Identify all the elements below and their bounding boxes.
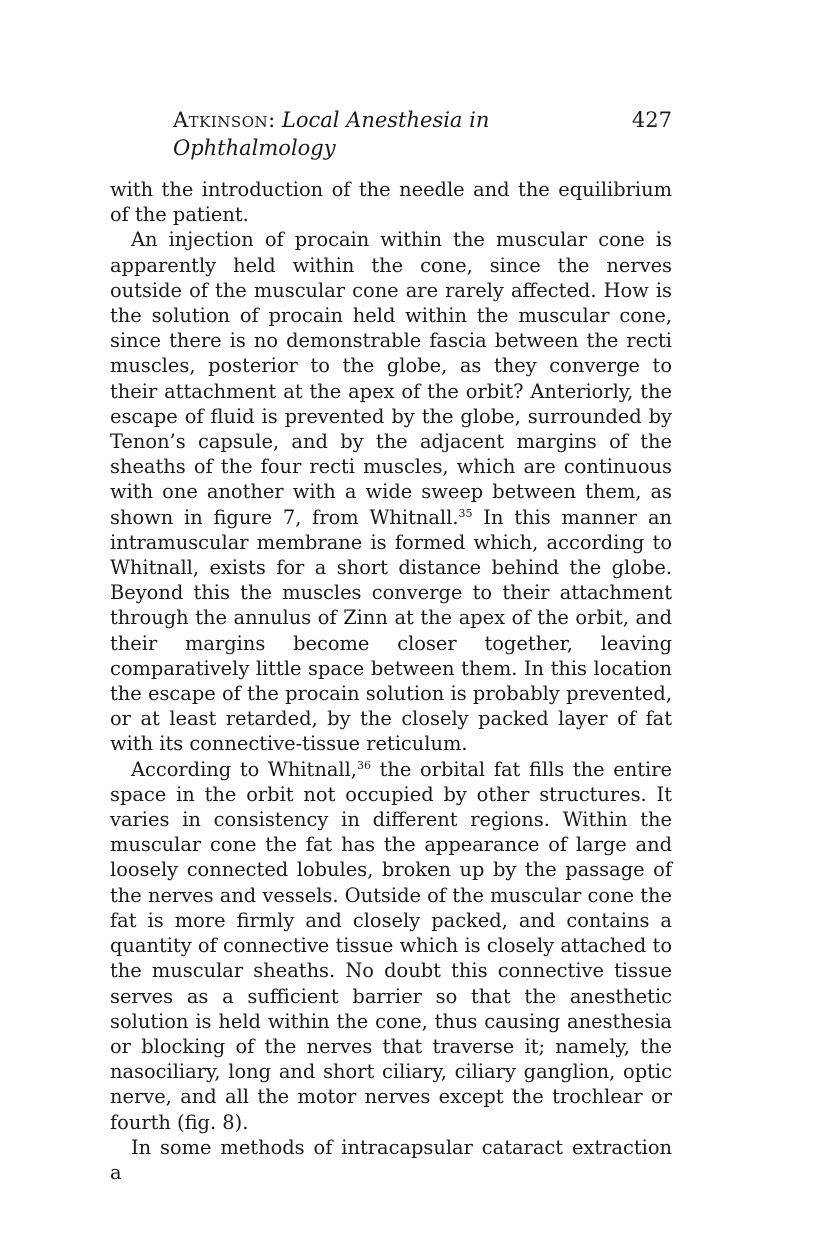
- paragraph-procain-cone: [110, 227, 672, 756]
- paragraph-text: In this manner an intramuscular membrane is formed which, according to Whitnall, exists for a short distance behind the globe. Beyond this the muscles converge to their attachment through the annulus of Zinn at the apex of the orbit, and their margins become closer together, leaving comparatively little space between them. In this location the escape of the procain solution is probably prevented, or at least retarded, by the closely packed layer of fat with its connective-tissue reticulum.: [110, 505, 672, 756]
- paragraph-orbital-fat: [110, 757, 672, 1135]
- reference-superscript: 35: [458, 506, 473, 520]
- paragraph-intracapsular: In some methods of intracapsular cataract extraction a: [110, 1135, 672, 1184]
- body-text: [110, 177, 672, 1185]
- page-number: 427: [631, 108, 672, 132]
- paragraph-text: An injection of procain within the muscular cone is apparently held within the cone, since the nerves outside of the muscular cone are rarely affected. How is the solution of procain held within the muscular cone, since there is no demonstrable fascia between the recti muscles, posterior to the globe, as they converge to their attachment at the apex of the orbit? Anteriorly, the escape of fluid is prevented by the globe, surrounded by Tenon’s capsule, and by the adjacent margins of the sheaths of the four recti muscles, which are continuous with one another with a wide sweep between them, as shown in figure 7, from Whitnall.: [110, 228, 672, 529]
- running-author: Atkinson: [173, 108, 269, 132]
- reference-superscript: 36: [356, 758, 371, 772]
- running-head: [173, 106, 632, 162]
- journal-page: [110, 106, 672, 1185]
- paragraph-text: the orbital fat fills the entire space in the orbit not occupied by other structures. It varies in consistency in different regions. Within the muscular cone the fat has the appearance of large and loosely connected lobules, broken up by the passage of the nerves and vessels. Outside of the muscular cone the fat is more firmly and closely packed, and contains a quantity of connective tissue which is closely attached to the muscular sheaths. No doubt this connective tissue serves as a sufficient barrier so that the anesthetic solution is held within the cone, thus causing anesthesia or blocking of the nerves that traverse it; namely, the nasociliary, long and short ciliary, ciliary ganglion, optic nerve, and all the motor nerves except the trochlear or fourth (fig. 8).: [110, 757, 672, 1134]
- running-title: Local Anesthesia in Ophthalmology: [173, 108, 490, 160]
- paragraph-continuation: with the introduction of the needle and the equilibrium of the patient.: [110, 178, 672, 227]
- running-colon: :: [268, 108, 282, 132]
- running-header: [110, 106, 672, 162]
- paragraph-text: According to Whitnall,: [131, 757, 357, 781]
